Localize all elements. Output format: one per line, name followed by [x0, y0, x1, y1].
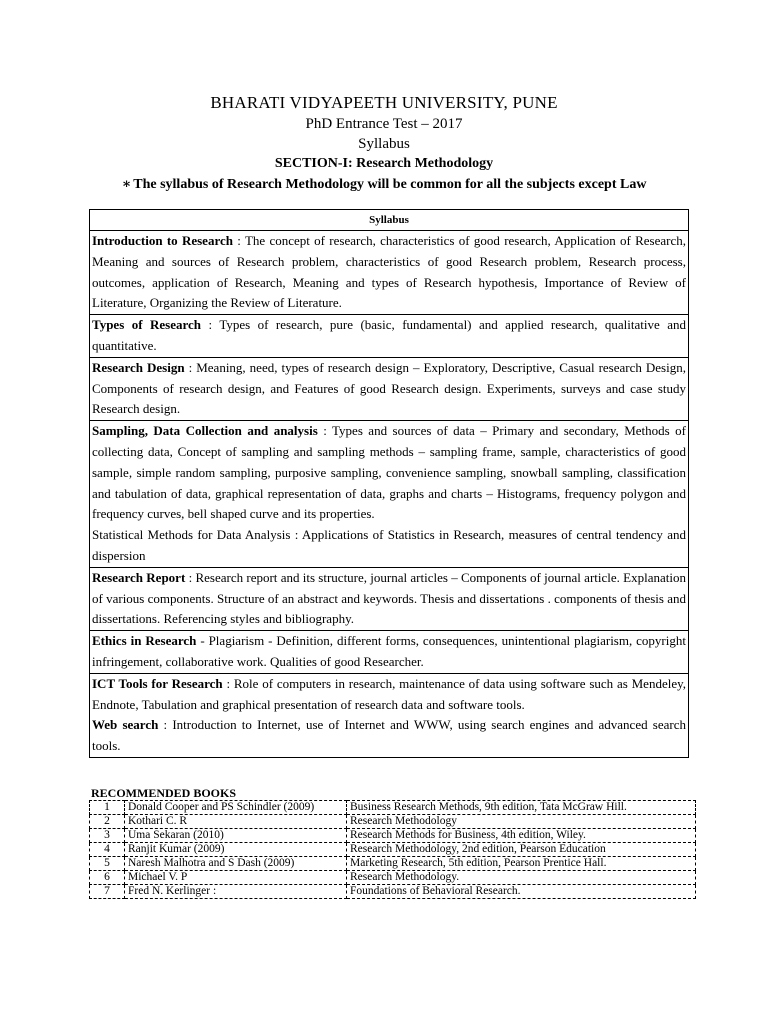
- topic-types-research: [90, 315, 689, 358]
- topic-separator: -: [196, 633, 209, 649]
- document-header: [0, 92, 768, 195]
- book-title: Business Research Methods, 9th edition, Tata McGraw Hill.: [347, 801, 696, 815]
- book-author: Uma Sekaran (2010): [125, 829, 347, 843]
- topic-text-web-search: Introduction to Internet, use of Internet and WWW, using search engines and advanced search tools.: [92, 717, 686, 754]
- syllabus-table: [89, 209, 689, 758]
- book-author: Kothari C. R: [125, 815, 347, 829]
- book-number: 3: [90, 829, 125, 843]
- topic-text: The concept of research, characteristics of good research, Application of Research, Meaning and sources of Research problem, characteristics of good Research problem, Research process, outcomes, application of Research, Meaning and types of Research hypothesis, Importance of Review of Literature, Organizing the Review of Literature.: [92, 233, 686, 311]
- topic-sampling: [90, 421, 689, 568]
- table-row: [90, 801, 696, 815]
- topic-title: Sampling, Data Collection and analysis: [92, 423, 318, 439]
- topic-text: Plagiarism - Definition, different forms, consequences, unintentional plagiarism, copyright infringement, collaborative work. Qualities of good Researcher.: [92, 633, 686, 669]
- book-author: Fred N. Kerlinger :: [125, 885, 347, 899]
- topic-extra-text: Statistical Methods for Data Analysis : Applications of Statistics in Research, measures of central tendency and dispersion: [92, 527, 686, 563]
- book-author: Naresh Malhotra and S Dash (2009): [125, 857, 347, 871]
- topic-intro-research: [90, 231, 689, 315]
- topic-text: Types of research, pure (basic, fundamental) and applied research, qualitative and quantitative.: [92, 317, 686, 353]
- syllabus-label: Syllabus: [358, 136, 410, 152]
- topic-separator: :: [317, 423, 333, 439]
- book-title: Research Methods for Business, 4th edition, Wiley.: [347, 829, 696, 843]
- book-number: 7: [90, 885, 125, 899]
- topic-title: Research Report: [92, 569, 186, 585]
- book-number: 4: [90, 843, 125, 857]
- topic-title: Research Design: [92, 359, 185, 375]
- book-number: 2: [90, 815, 125, 829]
- topic-separator: :: [222, 675, 234, 691]
- book-author: Ranjit Kumar (2009): [125, 843, 347, 857]
- table-row: [90, 843, 696, 857]
- topic-title: Introduction to Research: [92, 233, 233, 248]
- book-title: Research Methodology: [347, 815, 696, 829]
- table-row: [90, 815, 696, 829]
- book-number: 6: [90, 871, 125, 885]
- topic-research-report: [90, 567, 689, 630]
- topic-separator: :: [185, 569, 196, 585]
- topic-text: Types and sources of data – Primary and secondary, Methods of collecting data, Concept of sampling and sampling methods – sampling frame, sample, characteristics of good sample, simple random sampling, purposive sampling, convenience sampling, snowball sampling, classification and tabulation of data, graphical representation of data, graphs and charts – Histograms, frequency polygon and frequency curves, bell shaped curve and its properties.: [92, 423, 686, 522]
- recommended-books-table: [89, 800, 696, 899]
- topic-separator: :: [201, 317, 220, 333]
- book-title: Research Methodology.: [347, 871, 696, 885]
- topic-text: Role of computers in research, maintenance of data using software such as Mendeley, Endnote, Tabulation and graphical presentation of research data and software tools.: [92, 675, 686, 712]
- note-text: The syllabus of Research Methodology will be common for all the subjects except Law: [133, 177, 647, 192]
- topic-separator: :: [233, 233, 245, 248]
- book-author: Donald Cooper and PS Schindler (2009): [125, 801, 347, 815]
- topic-research-design: [90, 357, 689, 420]
- table-row: [90, 885, 696, 899]
- topic-title-web-search: Web search: [92, 717, 159, 733]
- topic-title: Ethics in Research: [92, 633, 197, 649]
- book-title: Foundations of Behavioral Research.: [347, 885, 696, 899]
- book-author: Michael V. P: [125, 871, 347, 885]
- book-title: Marketing Research, 5th edition, Pearson Prentice Hall.: [347, 857, 696, 871]
- topic-separator: :: [158, 717, 173, 733]
- book-number: 5: [90, 857, 125, 871]
- book-title: Research Methodology, 2nd edition, Pearson Education: [347, 843, 696, 857]
- syllabus-table-heading: Syllabus: [90, 210, 689, 231]
- table-row: [90, 857, 696, 871]
- university-name: BHARATI VIDYAPEETH UNIVERSITY, PUNE: [210, 93, 558, 112]
- syllabus-note: [0, 175, 768, 195]
- topic-text: Research report and its structure, journal articles – Components of journal article. Explanation of various components. Structure of an abstract and keywords. Thesis and dissertations . components of thesis and dissertations. Referencing styles and bibliography.: [92, 569, 686, 627]
- topic-title: Types of Research: [92, 317, 202, 333]
- table-row: [90, 829, 696, 843]
- book-number: 1: [90, 801, 125, 815]
- recommended-books-title: RECOMMENDED BOOKS: [91, 786, 237, 800]
- asterisk-icon: ∗: [121, 177, 132, 192]
- topic-ict-tools: [90, 673, 689, 757]
- topic-title: ICT Tools for Research: [92, 675, 223, 691]
- topic-text: Meaning, need, types of research design – Exploratory, Descriptive, Casual research Design, Components of research design, and Features of good Research design. Experiments, surveys and case study Research design.: [92, 359, 686, 417]
- table-row: [90, 871, 696, 885]
- topic-ethics: [90, 631, 689, 674]
- section-title: SECTION-I: Research Methodology: [274, 156, 494, 171]
- topic-separator: :: [184, 359, 197, 375]
- test-title: PhD Entrance Test – 2017: [305, 116, 463, 132]
